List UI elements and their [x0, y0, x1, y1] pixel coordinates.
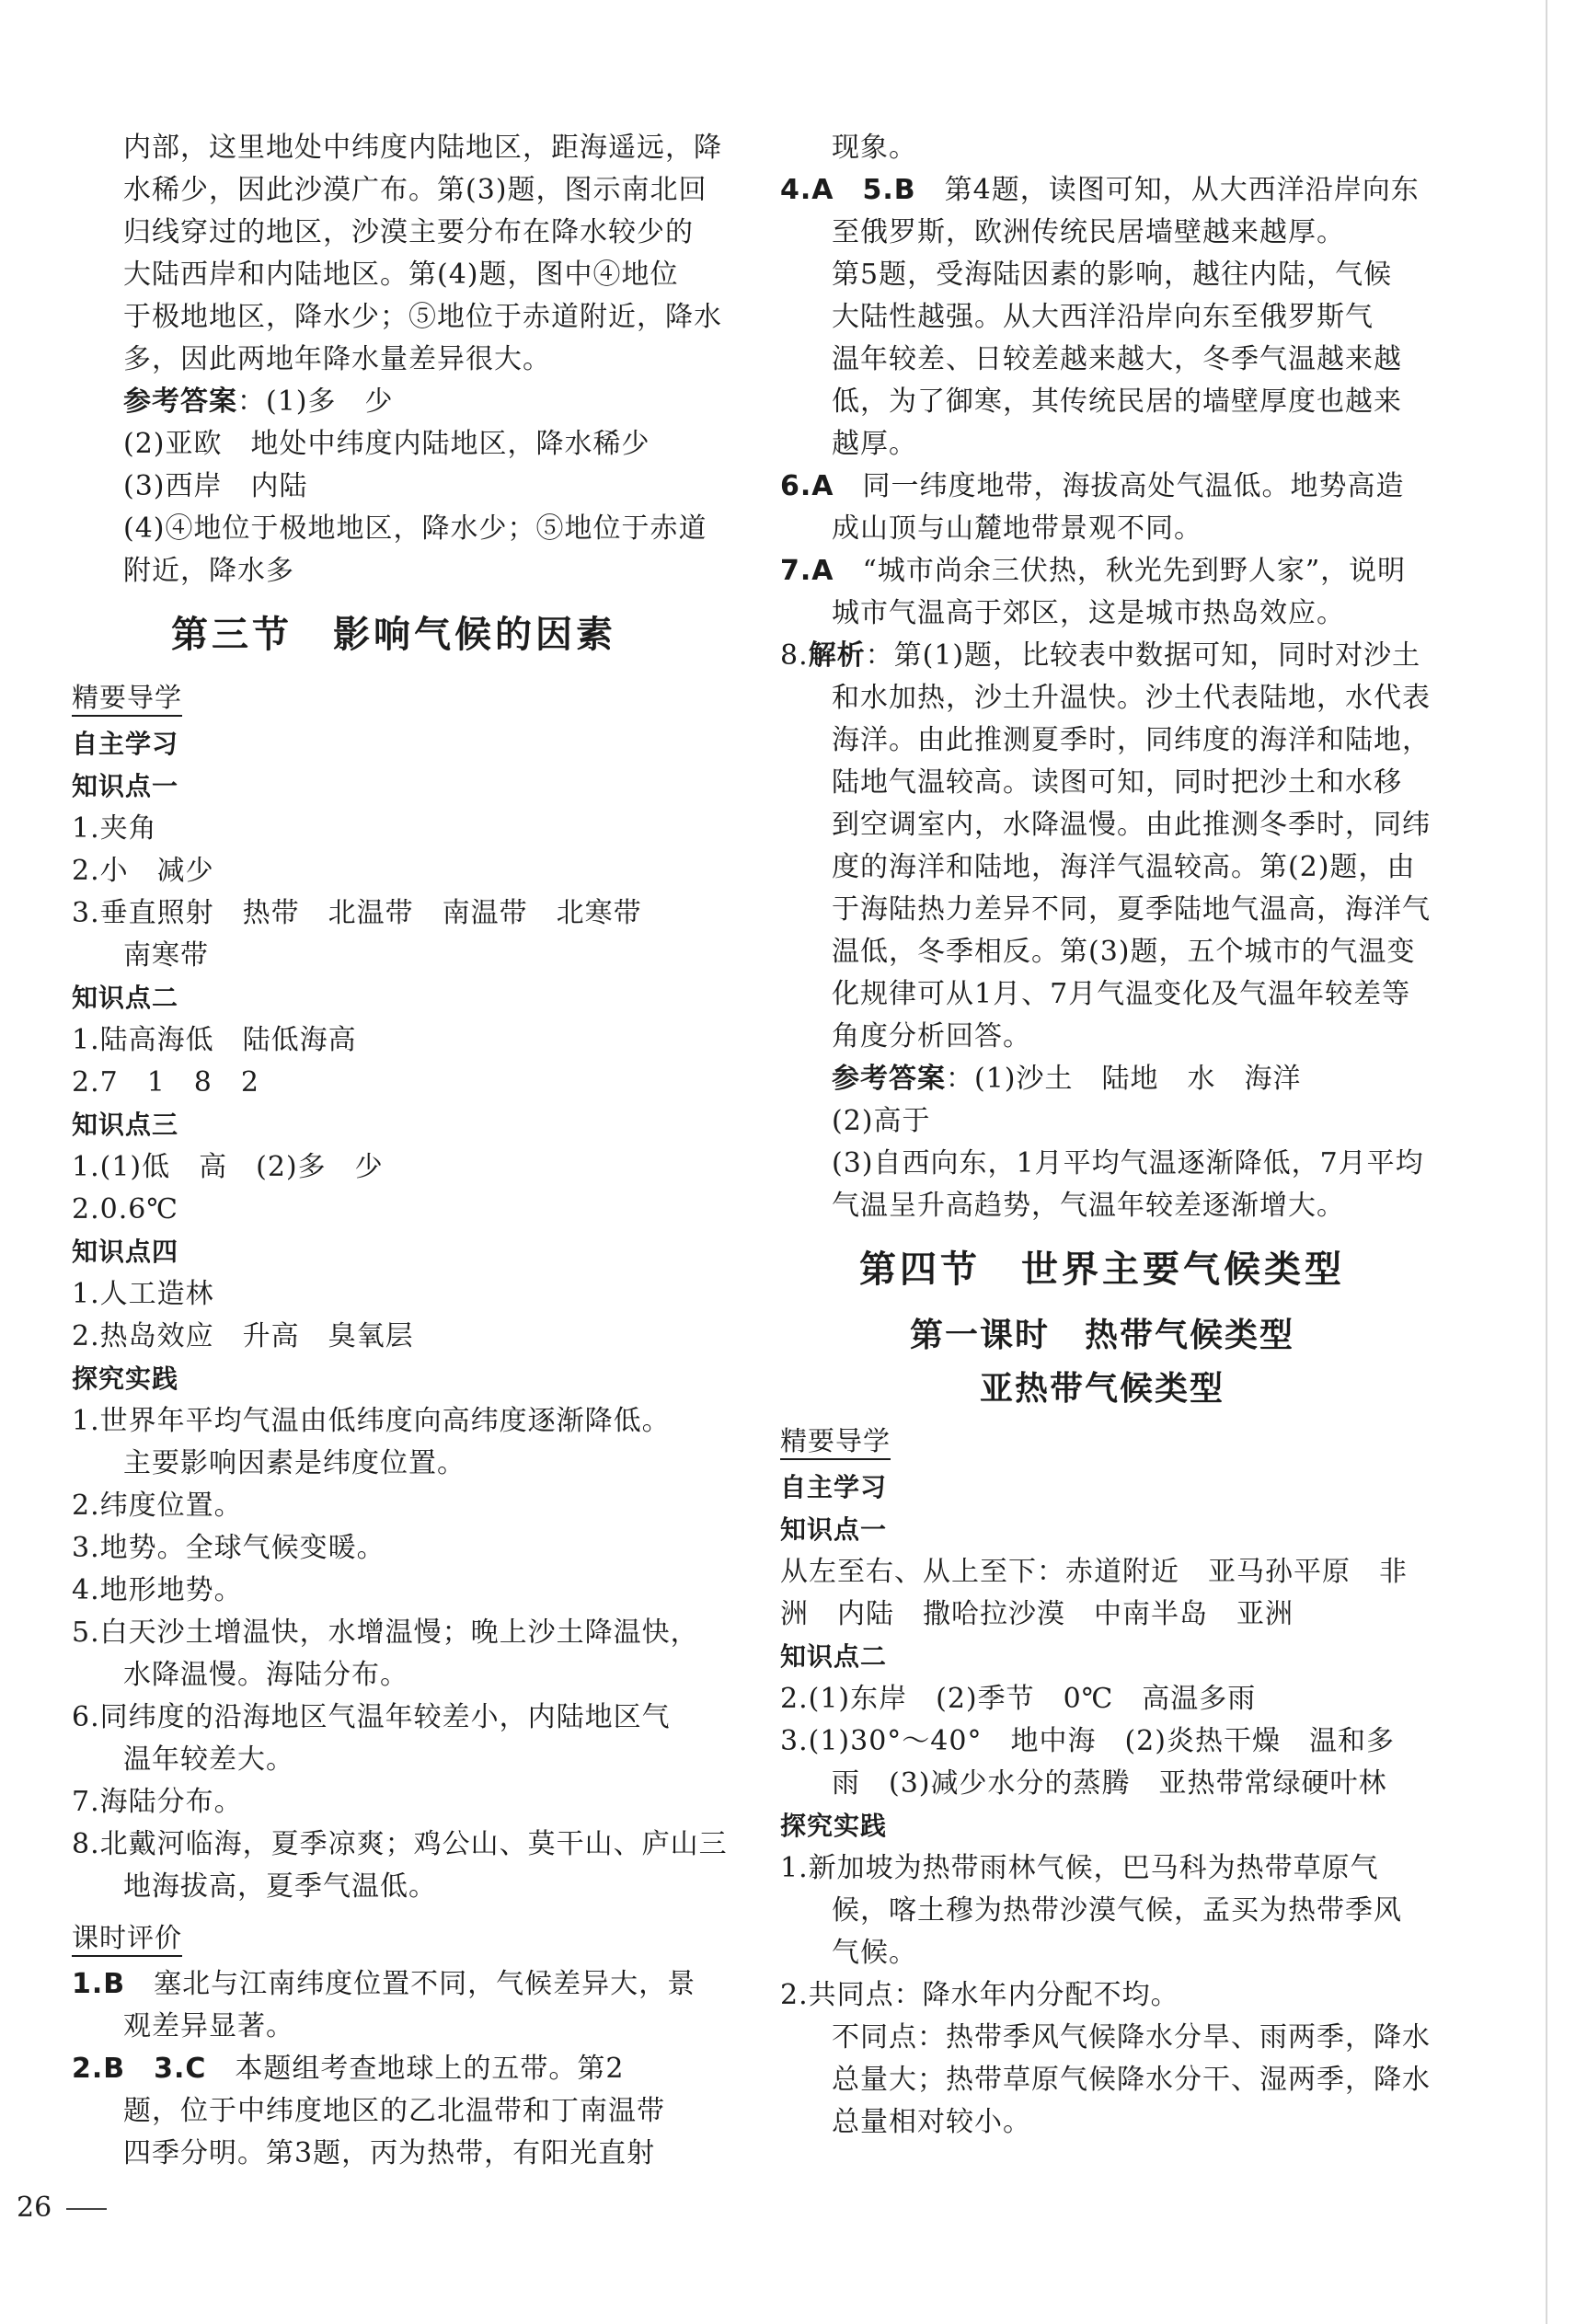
text-line: (4)④地位于极地地区，降水少；⑤地位于赤道	[123, 512, 707, 545]
text-line: 于极地地区，降水少；⑤地位于赤道附近，降水	[123, 301, 722, 333]
bold-answer-label: 参考答案	[123, 385, 237, 418]
text-line: 观差异显著。	[123, 2010, 294, 2042]
text-line: 2.7 1 8 2	[72, 1066, 259, 1099]
text-line: 成山顶与山麓地带景观不同。	[832, 512, 1202, 545]
text-line: 5.白天沙土增温快，水增温慢；晚上沙土降温快，	[72, 1616, 699, 1649]
text-line: 3.(1)30°～40° 地中海 (2)炎热干燥 温和多	[780, 1725, 1395, 1757]
text-line: 参考答案：(1)多 少	[123, 385, 394, 418]
text-line: 和水加热，沙土升温快。沙土代表陆地，水代表	[832, 682, 1431, 714]
text-line: 化规律可从1月、7月气温变化及气温年较差等	[832, 978, 1411, 1010]
text-line: 题，位于中纬度地区的乙北温带和丁南温带	[123, 2095, 665, 2127]
text-line: 海洋。由此推测夏季时，同纬度的海洋和陆地，	[832, 724, 1431, 756]
text-line: 南寒带	[123, 939, 209, 972]
text-line: 3.垂直照射 热带 北温带 南温带 北寒带	[72, 897, 642, 929]
text-line: 1.B 塞北与江南纬度位置不同，气候差异大，景	[72, 1968, 696, 2000]
bold-answer-label: 解析	[808, 639, 866, 672]
bold-answer-label: 7.A	[780, 555, 834, 587]
page-edge-shadow	[1546, 0, 1547, 2324]
text-line: 不同点：热带季风气候降水分旱、雨两季，降水	[832, 2021, 1431, 2054]
text-line: 气候。	[832, 1937, 917, 1969]
text-line: 2.纬度位置。	[72, 1490, 243, 1522]
lesson-heading: 第一课时 热带气候类型	[909, 1316, 1294, 1354]
subsection-label: 自主学习	[780, 1472, 888, 1502]
text-line: 7.A “城市尚余三伏热，秋光先到野人家”，说明	[780, 555, 1407, 587]
text-line: 3.地势。全球气候变暖。	[72, 1532, 385, 1564]
text-line: 候，喀土穆为热带沙漠气候，孟买为热带季风	[832, 1894, 1402, 1927]
subsection-label: 知识点二	[72, 983, 179, 1013]
text-line: 1.夹角	[72, 812, 157, 845]
text-line: 1.世界年平均气温由低纬度向高纬度逐渐降低。	[72, 1405, 671, 1437]
text-line: 总量相对较小。	[832, 2106, 1031, 2138]
text-line: 8.解析：第(1)题，比较表中数据可知，同时对沙土	[780, 639, 1421, 672]
subsection-label: 知识点四	[72, 1237, 179, 1267]
underlined-label-text: 精要导学	[72, 680, 182, 717]
text-line: 越厚。	[832, 428, 917, 460]
text-line: 1.人工造林	[72, 1278, 214, 1310]
text-line: 附近，降水多	[123, 555, 294, 587]
text-line: 2.B 3.C 本题组考查地球上的五带。第2	[72, 2053, 625, 2085]
text-line: 温年较差、日较差越来越大，冬季气温越来越	[832, 343, 1402, 375]
underlined-label	[72, 1917, 716, 1960]
subsection-label: 探究实践	[72, 1363, 179, 1394]
text-line: 大陆性越强。从大西洋沿岸向东至俄罗斯气	[832, 301, 1374, 333]
left-column	[72, 127, 728, 2175]
subsection-label: 自主学习	[72, 729, 179, 759]
text-line: 7.海陆分布。	[72, 1786, 243, 1818]
text-line: 雨 (3)减少水分的蒸腾 亚热带常绿硬叶林	[832, 1767, 1387, 1800]
text-line: 主要影响因素是纬度位置。	[123, 1447, 466, 1479]
text-line: 4.地形地势。	[72, 1574, 243, 1606]
underlined-label	[780, 1421, 1424, 1463]
text-line: 8.北戴河临海，夏季凉爽；鸡公山、莫干山、庐山三	[72, 1828, 728, 1860]
text-line: 陆地气温较高。读图可知，同时把沙土和水移	[832, 766, 1402, 799]
text-line: 1.(1)低 高 (2)多 少	[72, 1151, 384, 1183]
lesson-heading: 亚热带气候类型	[979, 1369, 1225, 1408]
text-line: 温低，冬季相反。第(3)题，五个城市的气温变	[832, 936, 1416, 968]
bold-answer-label: 2.B 3.C	[72, 2053, 207, 2085]
bold-answer-label: 1.B	[72, 1968, 126, 2000]
text-line: 水稀少，因此沙漠广布。第(3)题，图示南北回	[123, 174, 707, 206]
text-line: (2)亚欧 地处中纬度内陆地区，降水稀少	[123, 428, 650, 460]
underlined-label	[72, 677, 716, 719]
subsection-label: 知识点二	[780, 1641, 888, 1672]
text-line: 归线穿过的地区，沙漠主要分布在降水较少的	[123, 216, 694, 248]
subsection-label: 知识点一	[780, 1514, 888, 1545]
text-line: 水降温慢。海陆分布。	[123, 1659, 408, 1691]
text-line: 2.共同点：降水年内分配不均。	[780, 1979, 1179, 2011]
text-line: 现象。	[832, 132, 917, 164]
text-line: (3)西岸 内陆	[123, 470, 308, 502]
text-line: 角度分析回答。	[832, 1020, 1031, 1053]
text-line: 四季分明。第3题，丙为热带，有阳光直射	[123, 2137, 656, 2169]
text-line: 2.小 减少	[72, 855, 214, 887]
text-line: 6.同纬度的沿海地区气温年较差小，内陆地区气	[72, 1701, 671, 1733]
text-line: 多，因此两地年降水量差异很大。	[123, 343, 551, 375]
text-line: 2.(1)东岸 (2)季节 0℃ 高温多雨	[780, 1683, 1257, 1715]
underlined-label-text: 精要导学	[780, 1423, 891, 1460]
text-line: 气温呈升高趋势，气温年较差逐渐增大。	[832, 1190, 1345, 1222]
text-line: 到空调室内，水降温慢。由此推测冬季时，同纬	[832, 809, 1431, 841]
bold-answer-label: 6.A	[780, 470, 834, 502]
text-line: 内部，这里地处中纬度内陆地区，距海遥远，降	[123, 132, 722, 164]
bold-answer-label: 4.A 5.B	[780, 174, 916, 206]
text-line: 1.陆高海低 陆低海高	[72, 1024, 357, 1056]
underlined-label-text: 课时评价	[72, 1920, 182, 1957]
subsection-label: 探究实践	[780, 1811, 888, 1841]
text-line: 至俄罗斯，欧洲传统民居墙壁越来越厚。	[832, 216, 1345, 248]
text-line: (3)自西向东，1月平均气温逐渐降低，7月平均	[832, 1147, 1424, 1179]
text-line: 参考答案：(1)沙土 陆地 水 海洋	[832, 1063, 1302, 1095]
section-heading: 第三节 影响气候的因素	[171, 614, 616, 656]
subsection-label: 知识点一	[72, 771, 179, 801]
text-line: 低，为了御寒，其传统民居的墙壁厚度也越来	[832, 385, 1402, 418]
text-line: 地海拔高，夏季气温低。	[123, 1870, 437, 1903]
bold-answer-label: 参考答案	[832, 1063, 946, 1095]
text-line: 从左至右、从上至下：赤道附近 亚马孙平原 非	[780, 1556, 1408, 1588]
text-line: 城市气温高于郊区，这是城市热岛效应。	[832, 597, 1345, 629]
subsection-label: 知识点三	[72, 1110, 179, 1140]
page-number-rule	[66, 2208, 107, 2210]
text-line: 度的海洋和陆地，海洋气温较高。第(2)题，由	[832, 851, 1416, 883]
page-number: 26	[17, 2192, 52, 2224]
text-line: 2.0.6℃	[72, 1193, 178, 1225]
text-line: 6.A 同一纬度地带，海拔高处气温低。地势高造	[780, 470, 1405, 502]
text-line: 洲 内陆 撒哈拉沙漠 中南半岛 亚洲	[780, 1598, 1294, 1630]
text-line: 大陆西岸和内陆地区。第(4)题，图中④地位	[123, 259, 679, 291]
section-heading: 第四节 世界主要气候类型	[859, 1248, 1345, 1291]
text-line: 温年较差大。	[123, 1743, 294, 1776]
text-line: 第5题，受海陆因素的影响，越往内陆，气候	[832, 259, 1393, 291]
right-column	[780, 127, 1431, 2144]
text-line: 1.新加坡为热带雨林气候，巴马科为热带草原气	[780, 1852, 1379, 1884]
text-line: (2)高于	[832, 1105, 931, 1137]
text-line: 2.热岛效应 升高 臭氧层	[72, 1320, 414, 1352]
text-line: 于海陆热力差异不同，夏季陆地气温高，海洋气	[832, 893, 1431, 926]
text-line: 总量大；热带草原气候降水分干、湿两季，降水	[832, 2064, 1431, 2096]
text-line: 4.A 5.B 第4题，读图可知，从大西洋沿岸向东	[780, 174, 1420, 206]
